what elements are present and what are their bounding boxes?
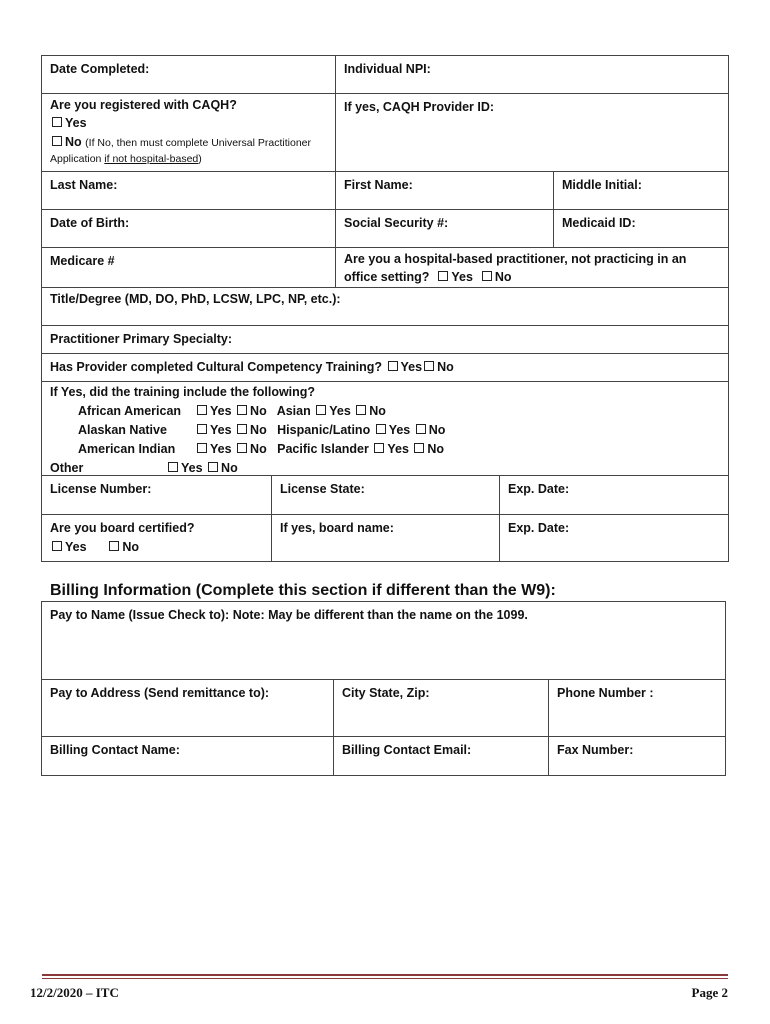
city-state-zip-label: City State, Zip: (342, 686, 430, 700)
alaskan-native-label: Alaskan Native (78, 423, 167, 437)
no-label: No (250, 423, 267, 437)
caqh-registration-field (41, 93, 335, 171)
medicaid-id-label: Medicaid ID: (562, 216, 636, 230)
license-state-label: License State: (280, 482, 365, 496)
no-label: No (250, 404, 267, 418)
billing-section-title: Billing Information (Complete this section if different than the W9): (50, 582, 556, 599)
dob-label: Date of Birth: (50, 216, 130, 230)
billing-contact-email-label: Billing Contact Email: (342, 743, 472, 757)
license-exp-date-field[interactable] (499, 475, 729, 514)
pacific-islander-label: Pacific Islander (277, 442, 369, 456)
first-name-label: First Name: (344, 178, 413, 192)
yes-label: Yes (388, 423, 411, 437)
board-name-field[interactable] (271, 514, 499, 562)
medicare-field[interactable] (41, 247, 335, 287)
yes-label: Yes (181, 461, 203, 475)
primary-specialty-field[interactable] (41, 325, 729, 353)
first-name-field[interactable] (335, 171, 553, 209)
other-yes-checkbox[interactable] (168, 462, 178, 472)
board-certified-field (41, 514, 271, 562)
cultural-training-field (41, 353, 729, 381)
board-no-checkbox[interactable] (109, 541, 119, 551)
footer-divider-bottom (42, 978, 728, 979)
other-label: Other (50, 461, 84, 475)
board-exp-date-label: Exp. Date: (508, 521, 570, 535)
yes-label: Yes (210, 423, 232, 437)
billing-contact-email-field[interactable] (333, 736, 548, 776)
license-exp-date-label: Exp. Date: (508, 482, 570, 496)
board-yes-checkbox[interactable] (52, 541, 62, 551)
yes-label: Yes (329, 404, 351, 418)
pay-to-address-label: Pay to Address (Send remittance to): (50, 686, 270, 700)
caqh-yes-label: Yes (65, 116, 87, 130)
hospital-question: Are you a hospital-based practitioner, not practicing in an (344, 252, 687, 266)
footer-divider-top (42, 974, 728, 976)
middle-initial-label: Middle Initial: (562, 178, 642, 192)
billing-contact-name-label: Billing Contact Name: (50, 743, 180, 757)
cultural-training-label: Has Provider completed Cultural Competency Training? (50, 360, 383, 374)
asian-yes-checkbox[interactable] (316, 405, 326, 415)
pacific-islander-no-checkbox[interactable] (414, 443, 424, 453)
dob-field[interactable] (41, 209, 335, 247)
pay-to-name-label: Pay to Name (Issue Check to): Note: May be different than the name on the 1099. (50, 608, 528, 622)
african-american-no-checkbox[interactable] (237, 405, 247, 415)
no-label: No (428, 423, 446, 437)
hospital-yes-label: Yes (451, 270, 473, 284)
training-include-label: If Yes, did the training include the following? (50, 385, 316, 399)
board-no-label: No (122, 540, 140, 554)
pay-to-name-field[interactable] (41, 601, 726, 679)
medicaid-id-field[interactable] (553, 209, 729, 247)
cultural-yes-label: Yes (400, 360, 423, 374)
caqh-no-label: No (65, 135, 82, 149)
hospital-question-2: office setting? (344, 270, 430, 284)
city-state-zip-field[interactable] (333, 679, 548, 736)
caqh-no-note: (If No, then must complete Universal Practitioner (85, 137, 311, 149)
date-completed-label: Date Completed: (50, 62, 150, 76)
african-american-label: African American (78, 404, 182, 418)
hospital-no-checkbox[interactable] (482, 271, 492, 281)
asian-no-checkbox[interactable] (356, 405, 366, 415)
caqh-yes-checkbox[interactable] (52, 117, 62, 127)
hospital-no-label: No (494, 270, 512, 284)
caqh-no-checkbox[interactable] (52, 136, 62, 146)
date-completed-field[interactable] (41, 55, 335, 93)
license-state-field[interactable] (271, 475, 499, 514)
individual-npi-field[interactable] (335, 55, 729, 93)
asian-label: Asian (276, 404, 311, 418)
yes-label: Yes (387, 442, 409, 456)
fax-number-field[interactable] (548, 736, 726, 776)
license-number-field[interactable] (41, 475, 271, 514)
hispanic-latino-yes-checkbox[interactable] (376, 424, 386, 434)
american-indian-no-checkbox[interactable] (237, 443, 247, 453)
cultural-yes-checkbox[interactable] (388, 361, 398, 371)
no-label: No (221, 461, 238, 475)
pacific-islander-yes-checkbox[interactable] (374, 443, 384, 453)
caqh-question: Are you registered with CAQH? (50, 98, 237, 112)
medicare-label: Medicare # (50, 254, 115, 268)
no-label: No (427, 442, 445, 456)
individual-npi-label: Individual NPI: (344, 62, 431, 76)
caqh-provider-id-field[interactable] (335, 93, 729, 171)
caqh-provider-id-label: If yes, CAQH Provider ID: (344, 100, 495, 114)
caqh-note-hospital: if not hospital-based (104, 153, 199, 165)
training-details-field (41, 381, 729, 475)
billing-contact-name-field[interactable] (41, 736, 333, 776)
footer-page-number: Page 2 (691, 985, 728, 1000)
last-name-field[interactable] (41, 171, 335, 209)
hispanic-latino-no-checkbox[interactable] (416, 424, 426, 434)
hospital-yes-checkbox[interactable] (438, 271, 448, 281)
no-label: No (250, 442, 267, 456)
title-degree-field[interactable] (41, 287, 729, 325)
ssn-field[interactable] (335, 209, 553, 247)
footer-date: 12/2/2020 – ITC (30, 985, 119, 1000)
license-number-label: License Number: (50, 482, 152, 496)
board-name-label: If yes, board name: (280, 521, 394, 535)
phone-number-field[interactable] (548, 679, 726, 736)
no-label: No (369, 404, 386, 418)
alaskan-native-yes-checkbox[interactable] (197, 424, 207, 434)
pay-to-address-field[interactable] (41, 679, 333, 736)
middle-initial-field[interactable] (553, 171, 729, 209)
american-indian-yes-checkbox[interactable] (197, 443, 207, 453)
title-degree-label: Title/Degree (MD, DO, PhD, LCSW, LPC, NP, etc.): (50, 292, 341, 306)
board-exp-date-field[interactable] (499, 514, 729, 562)
phone-number-label: Phone Number : (557, 686, 654, 700)
cultural-no-checkbox[interactable] (424, 361, 434, 371)
other-no-checkbox[interactable] (208, 462, 218, 472)
american-indian-label: American Indian (78, 442, 176, 456)
last-name-label: Last Name: (50, 178, 118, 192)
primary-specialty-label: Practitioner Primary Specialty: (50, 332, 233, 346)
yes-label: Yes (210, 404, 232, 418)
yes-label: Yes (210, 442, 232, 456)
cultural-no-label: No (437, 360, 454, 374)
caqh-note-close: ) (198, 153, 202, 165)
board-yes-label: Yes (65, 540, 87, 554)
alaskan-native-no-checkbox[interactable] (237, 424, 247, 434)
board-certified-label: Are you board certified? (50, 521, 195, 535)
african-american-yes-checkbox[interactable] (197, 405, 207, 415)
hospital-based-field (335, 247, 729, 287)
fax-number-label: Fax Number: (557, 743, 634, 757)
hispanic-latino-label: Hispanic/Latino (277, 423, 371, 437)
ssn-label: Social Security #: (344, 216, 449, 230)
caqh-note-application: Application (50, 153, 105, 165)
